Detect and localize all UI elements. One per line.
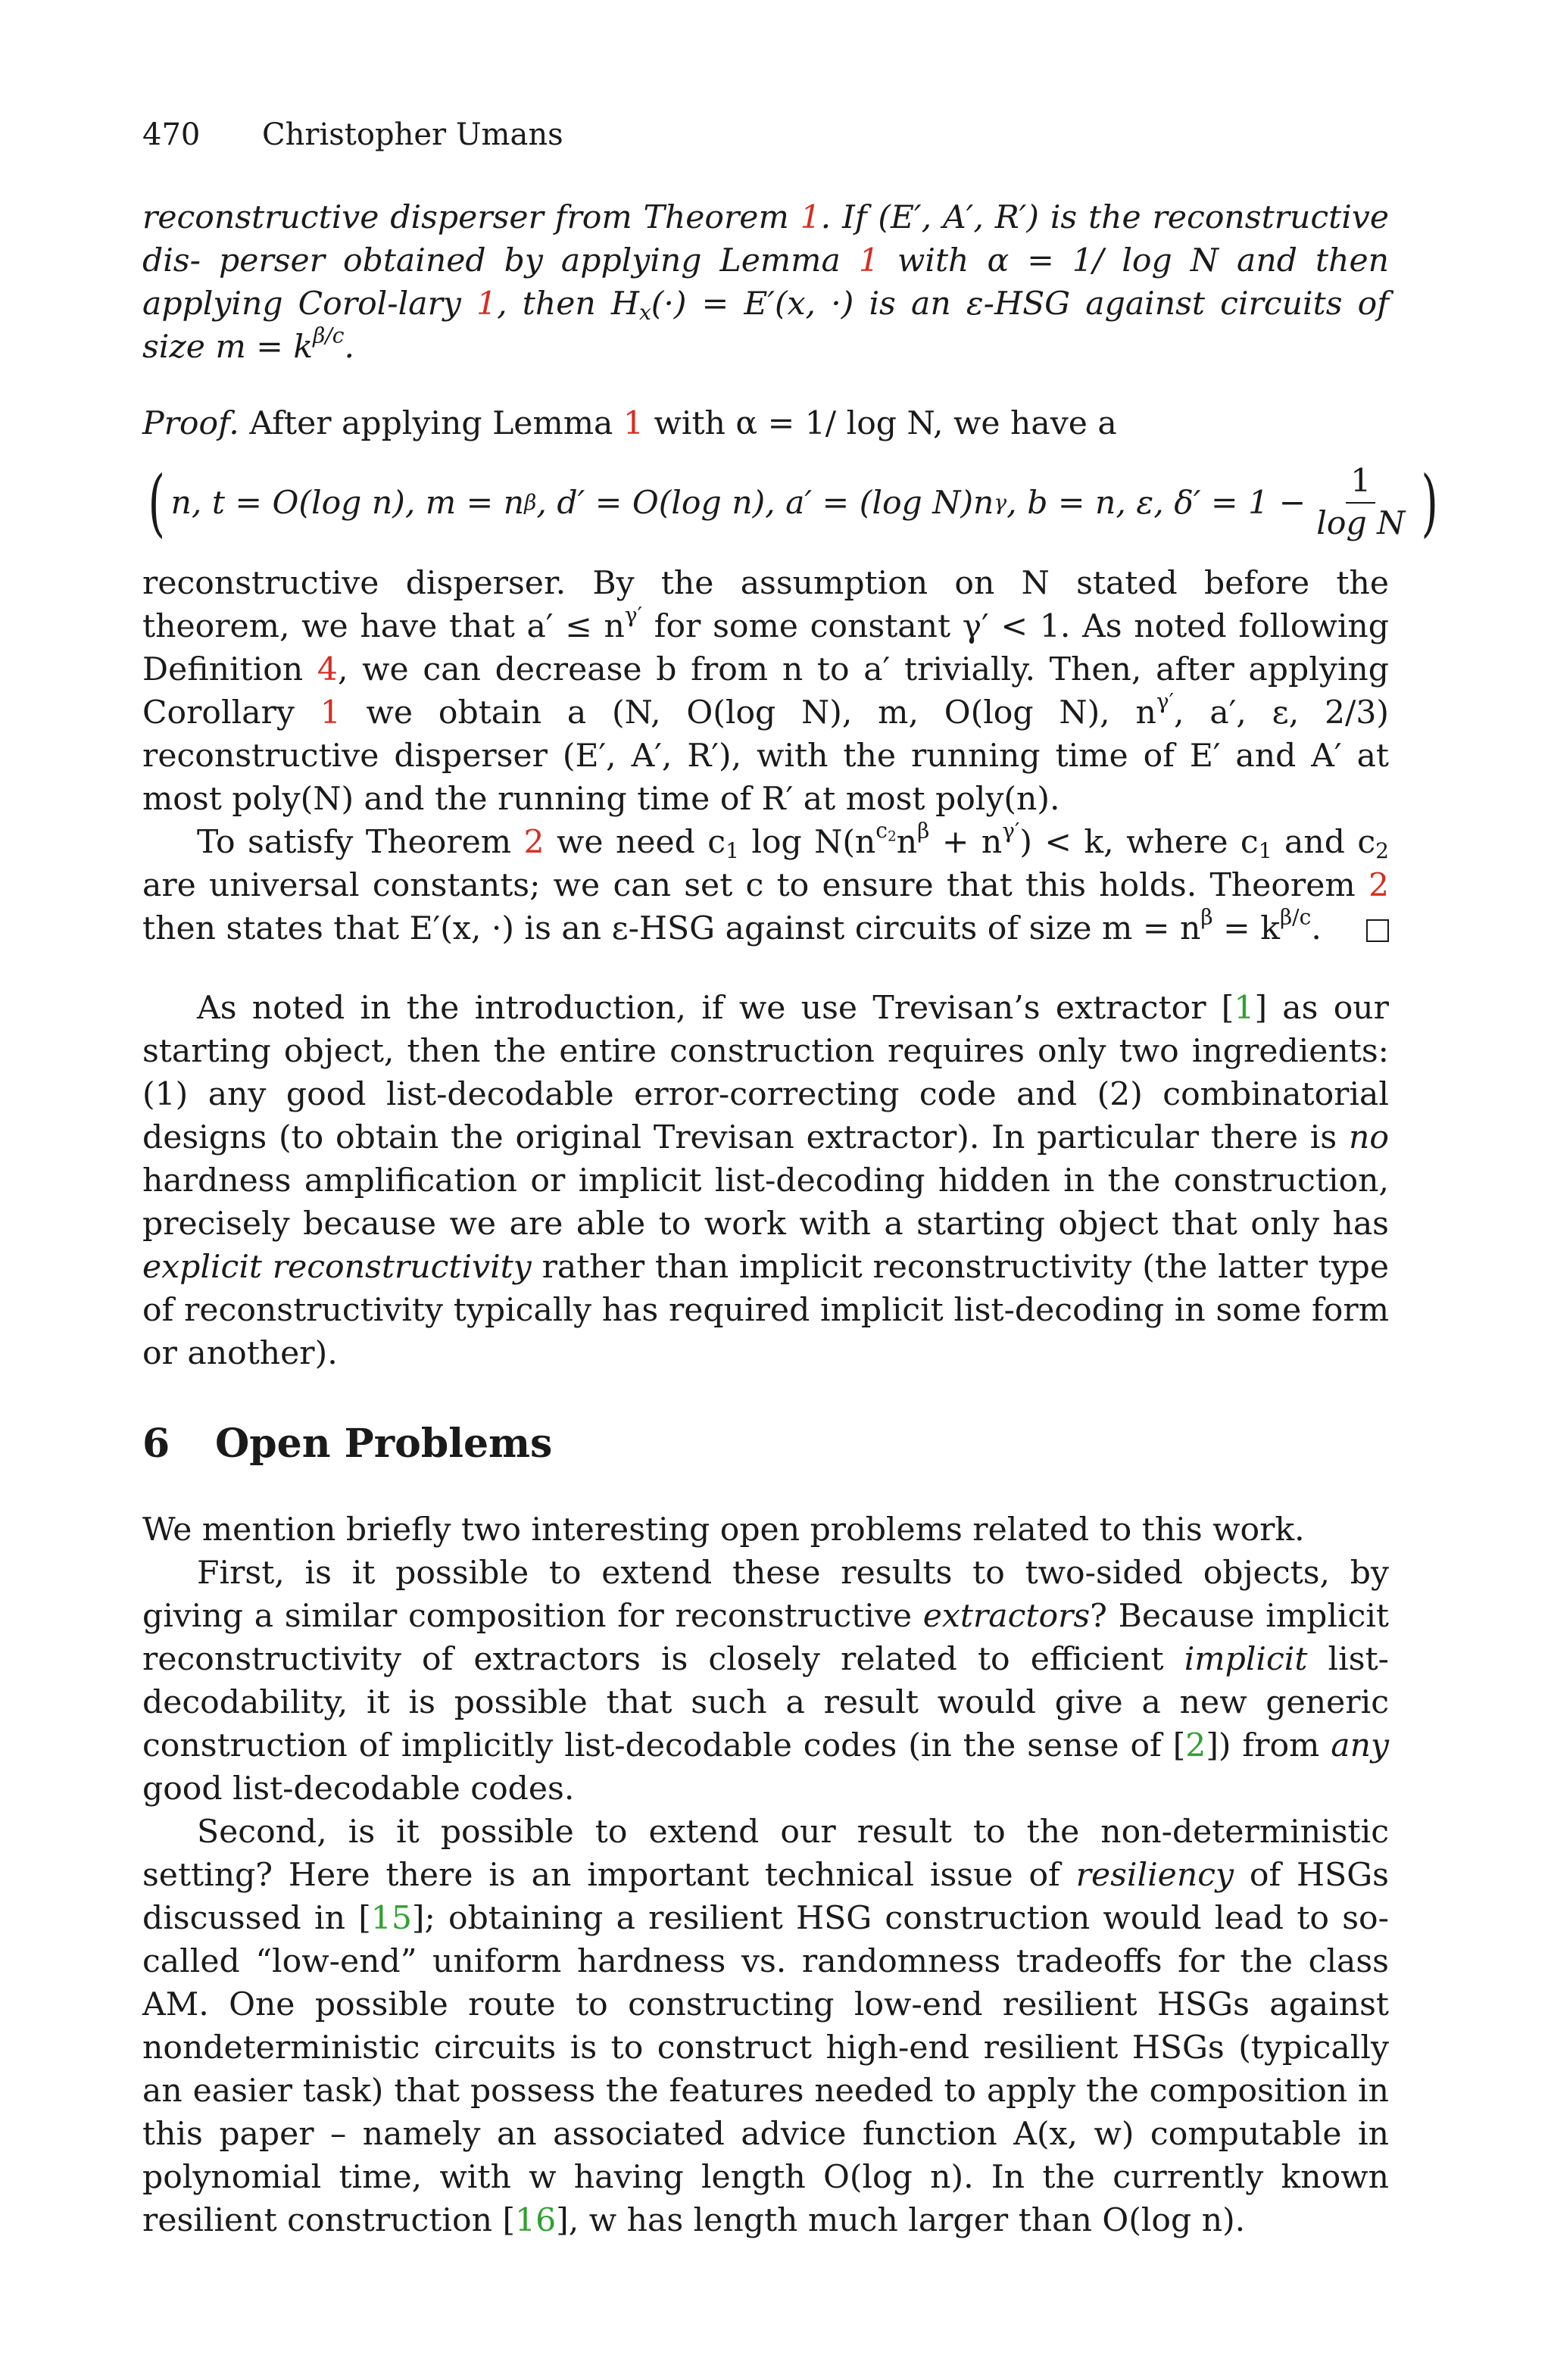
page: [142, 114, 1439, 2242]
section-heading: [142, 1418, 1389, 1471]
body-text: Second, is it possible to extend our result to the non-deterministic setting? Here there is an important technical issue of: [142, 1814, 1389, 1894]
emphasis: any: [1331, 1727, 1389, 1764]
citation-link[interactable]: 1: [1234, 990, 1255, 1027]
body-text: ]; obtaining a resilient HSG construction would lead to so-called “low-end” uniform hardness vs. randomness tradeoffs for the class AM. One possible route to constructing low-end resilient HSGs against nondeterministic circuits is to construct high-end resilient HSGs (typically an easier task) that possess the features needed to apply the composition in this paper – namely an associated advice function A(x, w) computable in polynomial time, with w having length O(log n). In the currently known resilient construction [: [142, 1900, 1389, 2239]
proof-text: = k: [1212, 910, 1280, 947]
proof-text: reconstructive disperser. By the assumption on N stated before the theorem, we have that a′ ≤ n: [142, 565, 1389, 645]
subscript: 2: [1375, 838, 1389, 863]
body-text: list-decodability, it is possible that such a result would give a new generic construction of implicitly list-decodable codes (in the sense of [: [142, 1641, 1389, 1764]
body-text: ]) from: [1206, 1727, 1331, 1764]
body-paragraph: [142, 1811, 1389, 2242]
qed-square-icon: [1366, 919, 1389, 942]
body-text: We mention briefly two interesting open problems related to this work.: [142, 1511, 1305, 1549]
equation-part: n, t = O(log n), m = n: [170, 484, 525, 522]
corollary-ref-link[interactable]: 1: [476, 285, 498, 323]
theorem-ref-link[interactable]: 2: [1368, 867, 1389, 904]
display-equation: ( n, t = O(log n), m = n β , d′ = O(log n), a′ = (log N)n γ , b = n, ε, δ′ = 1 − $\frac{1}{\text{log N}}$ ): [148, 460, 1439, 545]
body-text: First, is it possible to extend these results to two-sided objects, by giving a similar composition for reconstructive: [142, 1555, 1389, 1635]
emphasis: implicit: [1184, 1641, 1308, 1678]
emphasis: resiliency: [1075, 1857, 1234, 1894]
fraction: [1312, 461, 1409, 544]
theorem-text: . If (E′, A′, R′) is the reconstructive dis-: [142, 199, 1389, 279]
proof-label: Proof.: [142, 405, 239, 442]
subscript: x: [638, 300, 651, 325]
citation-link[interactable]: 15: [370, 1900, 412, 1937]
proof-text: and c: [1272, 824, 1376, 861]
proof-text: are universal constants; we can set c to ensure that this holds. Theorem: [142, 867, 1368, 904]
superscript: β/c: [313, 323, 345, 348]
body-text: of HSGs discussed in [: [142, 1857, 1389, 1937]
body-paragraph: [142, 1508, 1389, 1552]
left-paren: (: [148, 460, 165, 545]
theorem-ref-link[interactable]: 2: [523, 824, 545, 861]
lemma-ref-link[interactable]: 1: [623, 405, 644, 442]
subscript: 1: [726, 838, 739, 863]
proof-text: To satisfy Theorem: [197, 824, 524, 861]
equation-part: , b = n, ε, δ′ = 1 −: [1006, 484, 1306, 522]
proof-intro: [142, 402, 1389, 445]
theorem-text: perser obtained by applying Lemma: [219, 242, 859, 279]
body-paragraph: [142, 1552, 1389, 1811]
superscript: γ′: [1002, 818, 1020, 844]
definition-ref-link[interactable]: 4: [317, 651, 338, 688]
body-text: hardness amplification or implicit list-decoding hidden in the construction, precisely because we are able to work with a starting object that only has: [142, 1162, 1389, 1243]
right-paren: ): [1421, 460, 1439, 545]
fraction-numerator: 1: [1346, 461, 1375, 504]
emphasis: no: [1349, 1119, 1389, 1156]
body-text: ? Because implicit reconstructivity of extractors is closely related to efficient: [142, 1598, 1389, 1678]
body-paragraph: [142, 987, 1389, 1375]
citation-link[interactable]: 2: [1185, 1727, 1206, 1764]
corollary-ref-link[interactable]: 1: [320, 694, 341, 731]
superscript: c2: [875, 818, 897, 845]
body-text: As noted in the introduction, if we use Trevisan’s extractor [: [197, 990, 1234, 1027]
proof-text: + n: [929, 824, 1003, 861]
running-author: Christopher Umans: [262, 117, 563, 152]
theorem-statement-tail: [142, 196, 1389, 369]
proof-text: ) < k, where c: [1019, 824, 1259, 861]
superscript: β/c: [1279, 904, 1312, 930]
proof-text: log N(n: [738, 824, 876, 861]
theorem-text: (·) = E′(x, ·) is an ε-HSG against circuits of size m = k: [142, 285, 1389, 366]
body-text: rather than implicit reconstructivity (the latter type of reconstructivity typically has required implicit list-decoding in some form or another).: [142, 1249, 1390, 1372]
section-title: Open Problems: [215, 1421, 553, 1467]
body-text: good list-decodable codes.: [142, 1770, 575, 1808]
theorem-text: , then H: [497, 285, 639, 323]
emphasis: extractors: [922, 1598, 1091, 1635]
fraction-denominator: log N: [1316, 505, 1406, 542]
proof-text: we obtain a (N, O(log N), m, O(log N), n: [340, 694, 1156, 731]
proof-text: for some constant γ′ < 1. As noted following Definition: [142, 608, 1389, 688]
body-text: ], w has length much larger than O(log n).: [556, 2202, 1246, 2239]
superscript: γ′: [1156, 688, 1175, 714]
proof-text: with α = 1/ log N, we have a: [643, 405, 1117, 442]
proof-text: , we can decrease b from n to a′ trivially. Then, after applying Corollary: [142, 651, 1389, 731]
lemma-ref-link[interactable]: 1: [858, 242, 879, 279]
proof-text: we need c: [544, 824, 726, 861]
superscript: γ′: [624, 602, 643, 628]
page-number: 470: [142, 117, 201, 152]
proof-paragraph: [142, 562, 1389, 821]
body-text: ] as our starting object, then the entire construction requires only two ingredients: (1) any good list-decodable error-correcting code and (2) combinatorial designs (to obtain the original Trevisan extractor). In particular there is: [142, 990, 1389, 1156]
superscript: β: [917, 818, 930, 844]
running-header: [142, 114, 1389, 157]
section-number: 6: [142, 1421, 170, 1467]
proof-text: , a′, ε, 2/3) reconstructive disperser (E′, A′, R′), with the running time of E′ and A′ at most poly(N) and the running time of R′ at most poly(n).: [142, 694, 1390, 818]
proof-text: n: [896, 824, 918, 861]
proof-text: After applying Lemma: [239, 405, 623, 442]
subscript: 1: [1258, 838, 1272, 863]
proof-text: .: [1311, 910, 1322, 947]
theorem-ref-link[interactable]: 1: [800, 199, 821, 236]
theorem-text: reconstructive disperser from Theorem: [142, 199, 800, 236]
equation-part: , d′ = O(log n), a′ = (log N)n: [536, 484, 994, 522]
theorem-text: .: [344, 329, 355, 366]
theorem-text: lary: [398, 285, 477, 323]
citation-link[interactable]: 16: [515, 2202, 557, 2239]
proof-paragraph: [142, 818, 1389, 950]
superscript: β: [1200, 904, 1213, 930]
emphasis: explicit reconstructivity: [142, 1249, 532, 1286]
theorem-text: with α = 1/ log N and then applying Corol-: [142, 242, 1389, 323]
proof-text: then states that E′(x, ·) is an ε-HSG against circuits of size m = n: [142, 910, 1201, 947]
